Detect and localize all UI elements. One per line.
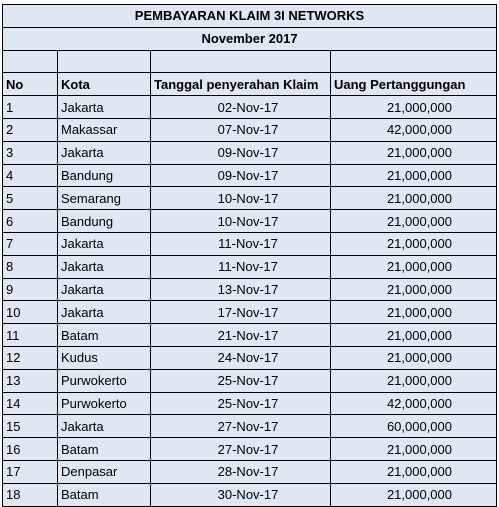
cell-tanggal: 13-Nov-17 [151,278,331,301]
cell-tanggal: 27-Nov-17 [151,415,331,438]
cell-kota: Makassar [58,118,151,141]
cell-tanggal: 30-Nov-17 [151,483,331,506]
subtitle-row [3,27,497,50]
empty-cell [331,50,497,73]
empty-cell [3,50,58,73]
cell-no: 2 [3,118,58,141]
spacer-row [3,50,497,73]
cell-tanggal: 10-Nov-17 [151,210,331,233]
cell-kota: Jakarta [58,255,151,278]
cell-no: 13 [3,369,58,392]
cell-tanggal: 25-Nov-17 [151,392,331,415]
table-row [3,255,497,278]
claims-table [2,4,497,507]
cell-uang: 21,000,000 [331,187,497,210]
cell-kota: Purwokerto [58,369,151,392]
cell-no: 18 [3,483,58,506]
cell-no: 1 [3,96,58,119]
cell-uang: 21,000,000 [331,301,497,324]
header-uang: Uang Pertanggungan [331,73,497,96]
cell-tanggal: 24-Nov-17 [151,346,331,369]
table-title: PEMBAYARAN KLAIM 3I NETWORKS [3,5,497,28]
table-row [3,118,497,141]
cell-tanggal: 25-Nov-17 [151,369,331,392]
header-no: No [3,73,58,96]
table-row [3,483,497,506]
cell-no: 7 [3,232,58,255]
table-row [3,210,497,233]
cell-uang: 21,000,000 [331,460,497,483]
cell-no: 10 [3,301,58,324]
empty-cell [151,50,331,73]
cell-no: 4 [3,164,58,187]
table-row [3,460,497,483]
cell-no: 11 [3,324,58,347]
cell-tanggal: 07-Nov-17 [151,118,331,141]
cell-kota: Batam [58,483,151,506]
cell-kota: Jakarta [58,141,151,164]
table-row [3,415,497,438]
cell-uang: 42,000,000 [331,118,497,141]
cell-tanggal: 09-Nov-17 [151,164,331,187]
cell-uang: 21,000,000 [331,210,497,233]
cell-kota: Batam [58,324,151,347]
cell-uang: 21,000,000 [331,483,497,506]
cell-no: 3 [3,141,58,164]
table-row [3,141,497,164]
cell-kota: Jakarta [58,96,151,119]
cell-uang: 21,000,000 [331,278,497,301]
cell-kota: Semarang [58,187,151,210]
cell-uang: 21,000,000 [331,369,497,392]
cell-uang: 60,000,000 [331,415,497,438]
table-row [3,164,497,187]
cell-kota: Jakarta [58,415,151,438]
cell-no: 15 [3,415,58,438]
cell-tanggal: 02-Nov-17 [151,96,331,119]
cell-kota: Kudus [58,346,151,369]
table-row [3,438,497,461]
cell-kota: Jakarta [58,301,151,324]
header-tanggal: Tanggal penyerahan Klaim [151,73,331,96]
cell-uang: 21,000,000 [331,164,497,187]
cell-no: 17 [3,460,58,483]
cell-kota: Bandung [58,210,151,233]
table-row [3,346,497,369]
table-row [3,278,497,301]
cell-uang: 21,000,000 [331,324,497,347]
cell-no: 8 [3,255,58,278]
cell-kota: Jakarta [58,278,151,301]
empty-cell [58,50,151,73]
cell-uang: 21,000,000 [331,96,497,119]
cell-tanggal: 10-Nov-17 [151,187,331,210]
table-row [3,392,497,415]
cell-tanggal: 28-Nov-17 [151,460,331,483]
cell-uang: 21,000,000 [331,438,497,461]
table-row [3,96,497,119]
cell-kota: Bandung [58,164,151,187]
cell-tanggal: 11-Nov-17 [151,255,331,278]
table-subtitle: November 2017 [3,27,497,50]
header-kota: Kota [58,73,151,96]
cell-uang: 21,000,000 [331,232,497,255]
cell-kota: Purwokerto [58,392,151,415]
cell-tanggal: 17-Nov-17 [151,301,331,324]
cell-no: 5 [3,187,58,210]
cell-no: 9 [3,278,58,301]
cell-tanggal: 21-Nov-17 [151,324,331,347]
cell-tanggal: 27-Nov-17 [151,438,331,461]
table-row [3,187,497,210]
cell-uang: 42,000,000 [331,392,497,415]
title-row [3,5,497,28]
table-row [3,369,497,392]
cell-no: 16 [3,438,58,461]
cell-tanggal: 09-Nov-17 [151,141,331,164]
header-row [3,73,497,96]
cell-no: 14 [3,392,58,415]
cell-no: 12 [3,346,58,369]
cell-uang: 21,000,000 [331,255,497,278]
table-row [3,324,497,347]
cell-no: 6 [3,210,58,233]
table-row [3,232,497,255]
cell-kota: Jakarta [58,232,151,255]
table-row [3,301,497,324]
cell-uang: 21,000,000 [331,141,497,164]
cell-uang: 21,000,000 [331,346,497,369]
cell-kota: Denpasar [58,460,151,483]
cell-kota: Batam [58,438,151,461]
cell-tanggal: 11-Nov-17 [151,232,331,255]
